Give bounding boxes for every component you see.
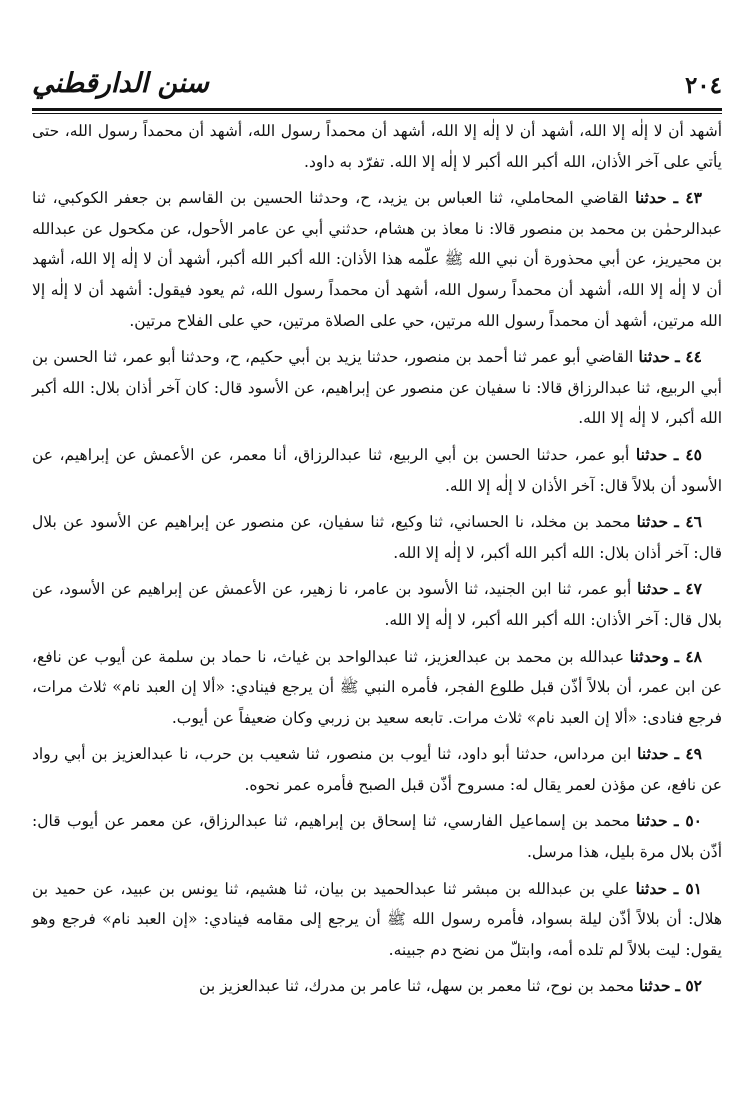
paragraph-text: أشهد أن لا إلٰه إلا الله، أشهد أن لا إلٰه إلا الله، أشهد أن محمداً رسول الله، أشهد أن محمداً رسول الله، حتى يأتي على آخر الأذان، الله أكبر الله أكبر لا إلٰه إلا الله. تفرّد به داود.: [32, 122, 722, 171]
hadith-49: [32, 739, 722, 800]
page-number: ٢٠٤: [684, 72, 722, 99]
body-text: [32, 116, 722, 1002]
hadith-lead: حدثنا: [636, 512, 669, 532]
hadith-lead: وحدثنا: [629, 646, 669, 666]
hadith-text: محمد بن نوح، ثنا معمر بن سهل، ثنا عامر بن مدرك، ثنا عبدالعزيز بن: [199, 977, 635, 996]
hadith-text: عبدالله بن محمد بن عبدالعزيز، ثنا عبدالواحد بن غياث، نا حماد بن سلمة عن أيوب عن نافع، عن ابن عمر، أن بلالاً أذّن قبل طلوع الفجر، فأمره النبي ﷺ أن يرجع فينادي: «ألا إن العبد نام» ثلاث مرات، فرجع فنادى: «ألا إن العبد نام» ثلاث مرات. تابعه سعيد بن زربي وكان ضعيفاً عن أيوب.: [32, 647, 722, 727]
hadith-lead: حدثنا: [635, 444, 668, 464]
hadith-text: علي بن عبدالله بن مبشر ثنا عبدالحميد بن بيان، ثنا هشيم، ثنا يونس بن عبيد، عن حميد بن هلال: أن بلالاً أذّن ليلة بسواد، فأمره رسول الله ﷺ أن يرجع إلى مقامه فينادي: «إن العبد نام» فرجع وهو يقول: ليت بلالاً لم تلده أمه، وابتلّ من نضح دم جبينه.: [32, 879, 722, 959]
page-header: [32, 68, 722, 104]
hadith-50: [32, 806, 722, 867]
hadith-number: ٤٧ ـ: [674, 579, 703, 599]
hadith-number: ٥١ ـ: [673, 878, 702, 898]
hadith-48: [32, 642, 722, 734]
hadith-text: محمد بن مخلد، نا الحساني، ثنا وكيع، ثنا سفيان، عن منصور عن إبراهيم عن الأسود عن بلال قال: آخر أذان بلال: الله أكبر الله أكبر، لا إلٰه إلا الله.: [32, 513, 722, 562]
hadith-number: ٤٣ ـ: [673, 188, 702, 208]
hadith-text: أبو عمر، ثنا ابن الجنيد، ثنا الأسود بن عامر، نا زهير، عن الأعمش عن إبراهيم عن الأسود، عن بلال قال: آخر الأذان: الله أكبر الله أكبر، لا إلٰه إلا الله.: [32, 580, 722, 629]
hadith-44: [32, 342, 722, 434]
header-rule-thin: [32, 113, 722, 114]
hadith-text: القاضي المحاملي، ثنا العباس بن يزيد، ح، وحدثنا الحسين بن القاسم بن جعفر الكوكبي، ثنا عبدالرحمٰن بن محمد بن منصور قالا: نا معاذ بن هشام، حدثني أبي عن عامر الأحول، عن مكحول عن عبدالله بن محيريز، عن أبي محذورة أن نبي الله ﷺ علّمه هذا الأذان: الله أكبر الله أكبر، أشهد أن لا إلٰه إلا الله، أشهد أن لا إلٰه إلا الله، أشهد أن محمداً رسول الله، أشهد أن محمداً رسول الله، ثم يعود فيقول: أشهد أن لا إلٰه إلا الله مرتين، أشهد أن محمداً رسول الله مرتين، حي على الصلاة مرتين، حي على الفلاح مرتين.: [32, 189, 722, 330]
hadith-lead: حدثنا: [637, 744, 669, 764]
hadith-lead: حدثنا: [636, 811, 668, 831]
hadith-lead: حدثنا: [637, 579, 669, 599]
header-rule-thick: [32, 108, 722, 111]
hadith-45: [32, 440, 722, 501]
hadith-number: ٥٠ ـ: [673, 811, 702, 831]
hadith-text: القاضي أبو عمر ثنا أحمد بن منصور، حدثنا يزيد بن أبي حكيم، ح، وحدثنا أبو عمر، ثنا الحسن بن أبي الربيع، ثنا عبدالرزاق قالا: نا سفيان عن منصور عن إبراهيم، عن الأسود قال: كان آخر أذان بلال: الله أكبر الله أكبر، لا إلٰه إلا الله.: [32, 348, 722, 428]
hadith-text: أبو عمر، حدثنا الحسن بن أبي الربيع، ثنا عبدالرزاق، أنا معمر، عن الأعمش عن إبراهيم، عن الأسود أن بلالاً قال: آخر الأذان لا إلٰه إلا الله.: [32, 445, 722, 495]
hadith-number: ٤٥ ـ: [673, 444, 702, 464]
hadith-number: ٥٢ ـ: [675, 976, 702, 996]
hadith-46: [32, 507, 722, 568]
hadith-52: [32, 971, 722, 1002]
hadith-lead: حدثنا: [635, 188, 667, 208]
hadith-lead: حدثنا: [639, 976, 671, 996]
hadith-47: [32, 574, 722, 635]
hadith-51: [32, 874, 722, 966]
hadith-number: ٤٩ ـ: [674, 744, 702, 764]
hadith-number: ٤٦ ـ: [674, 512, 702, 532]
hadith-43: [32, 183, 722, 336]
hadith-number: ٤٨ ـ: [674, 646, 703, 666]
hadith-text: محمد بن إسماعيل الفارسي، ثنا إسحاق بن إبراهيم، ثنا عبدالرزاق، عن معمر عن أيوب قال: أذّن بلال مرة بليل، هذا مرسل.: [32, 812, 722, 862]
hadith-lead: حدثنا: [638, 347, 670, 367]
running-title: سنن الدارقطني: [32, 68, 209, 99]
paragraph: [32, 116, 722, 177]
hadith-lead: حدثنا: [635, 878, 668, 898]
hadith-text: ابن مرداس، حدثنا أبو داود، ثنا أيوب بن منصور، ثنا شعيب بن حرب، نا عبدالعزيز بن أبي رواد عن نافع، عن مؤذن لعمر يقال له: مسروح أذّن قبل الصبح فأمره عمر نحوه.: [32, 745, 722, 794]
hadith-number: ٤٤ ـ: [675, 347, 703, 367]
